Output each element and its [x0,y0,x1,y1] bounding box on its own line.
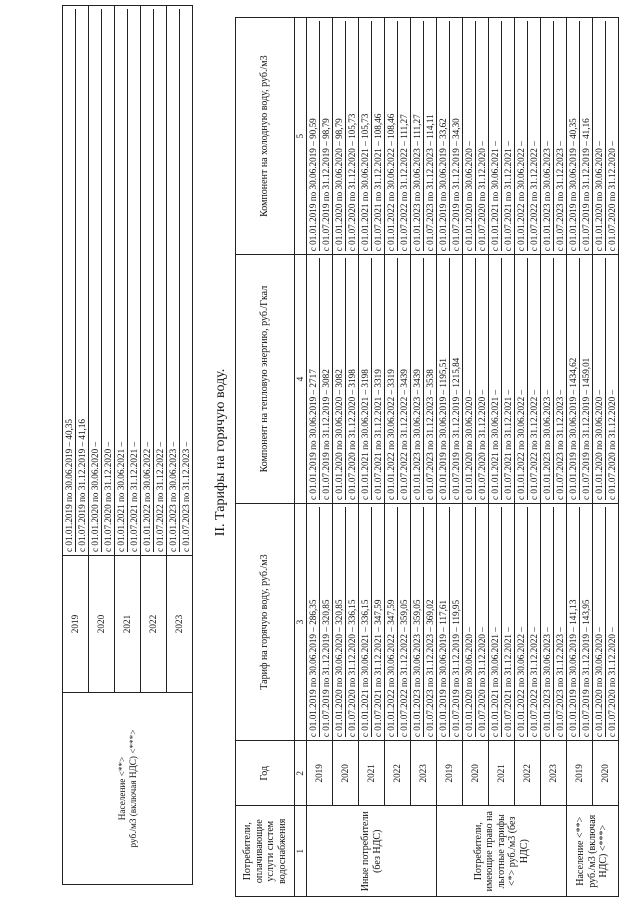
period-value-line: с 01.07.2019 по 31.12.2019 – 41,16 [75,9,88,552]
period-value-line: с 01.01.2022 по 30.06.2022 – [516,141,526,252]
period-values-cell [167,6,193,556]
year-cell: 2022 [515,741,541,806]
period-values-cell [489,18,515,255]
year-cell: 2021 [359,741,385,806]
period-values-cell [567,255,593,504]
period-value-line: с 01.01.2020 по 30.06.2020 – 98,79 [334,118,344,252]
period-values-cell [385,503,411,740]
period-value-line: с 01.01.2023 по 30.06.2023 – [542,627,552,738]
period-value-line: с 01.07.2022 по 31.12.2022 – [527,507,540,737]
period-value-line: с 01.07.2021 по 31.12.2021 – [501,258,514,500]
consumer-cell: Иные потребители (без НДС) [307,806,437,897]
table-row [437,18,463,897]
period-value-line: с 01.07.2020 по 31.12.2020 – [101,9,114,552]
period-value-line: с 01.01.2023 по 30.06.2023 – 3439 [412,369,422,500]
period-value-line: с 01.07.2019 по 31.12.2019 – 34,30 [449,21,462,251]
year-cell: 2023 [541,741,567,806]
period-value-line: с 01.07.2020 по 31.12.2020 – [475,507,488,737]
period-values-cell [385,18,411,255]
header-number-row [295,18,307,897]
column-header: Компонент на холодную воду, руб./м3 [236,18,295,255]
period-value-line: с 01.01.2019 по 30.06.2019 – 40,35 [64,418,74,552]
column-header: Потребители, оплачивающие услуги систем водоснабжения [236,806,295,897]
period-value-line: с 01.07.2020 по 31.12.2020 – 105,73 [345,21,358,251]
period-value-line: с 01.01.2022 по 30.06.2022 – 108,46 [386,113,396,252]
year-cell: 2019 [307,741,333,806]
period-value-line: с 01.01.2019 по 30.06.2019 – 2717 [308,369,318,500]
period-values-cell [333,18,359,255]
period-value-line: с 01.07.2022 по 31.12.2022 – 111,27 [397,21,410,251]
period-values-cell [359,18,385,255]
table-row [593,18,619,897]
period-value-line: с 01.07.2019 по 31.12.2019 – 41,16 [579,21,592,251]
period-value-line: с 01.07.2020 по 31.12.2020 – 3198 [345,258,358,500]
table-row [567,18,593,897]
year-cell: 2020 [333,741,359,806]
period-values-cell [489,255,515,504]
period-value-line: с 01.01.2020 по 30.06.2020 – 3082 [334,369,344,500]
period-value-line: с 01.07.2020 по 31.12.2020 – [475,21,488,251]
year-cell: 2020 [463,741,489,806]
period-values-cell [437,503,463,740]
year-cell: 2019 [567,741,593,806]
period-value-line: с 01.07.2022 по 31.12.2022 – [527,21,540,251]
hot-water-tariff-table [235,17,619,897]
column-number: 1 [295,806,307,897]
period-value-line: с 01.07.2021 по 31.12.2021 – [501,507,514,737]
period-values-cell [307,503,333,740]
period-value-line: с 01.07.2021 по 31.12.2021 – 347,59 [371,507,384,737]
period-value-line: с 01.01.2020 по 30.06.2020 – [594,389,604,500]
period-values-cell [437,255,463,504]
year-cell: 2023 [411,741,437,806]
period-value-line: с 01.07.2019 по 31.12.2019 – 143,95 [579,507,592,737]
period-value-line: с 01.01.2020 по 30.06.2020 – 320,85 [334,599,344,738]
period-value-line: с 01.01.2020 по 30.06.2020 – [90,441,100,552]
period-values-cell [489,503,515,740]
period-value-line: с 01.01.2020 по 30.06.2020 – [594,627,604,738]
header-row [236,18,295,897]
year-cell: 2022 [141,556,167,693]
consumer-cell: Потребители, имеющие право на льготные тарифы <*> руб./м3 (без НДС) [437,806,567,897]
period-values-cell [63,6,89,556]
year-cell: 2019 [437,741,463,806]
column-number: 4 [295,255,307,504]
period-value-line: с 01.07.2021 по 31.12.2021 – 3319 [371,258,384,500]
table-row [515,18,541,897]
period-value-line: с 01.01.2020 по 30.06.2020 – [464,627,474,738]
period-value-line: с 01.01.2019 по 30.06.2019 – 286,35 [308,599,318,738]
period-values-cell [541,18,567,255]
period-value-line: с 01.01.2019 по 30.06.2019 – 33,62 [438,118,448,252]
period-value-line: с 01.07.2020 по 31.12.2020 – [605,21,618,251]
year-cell: 2020 [89,556,115,693]
period-value-line: с 01.01.2023 по 30.06.2023 – [542,389,552,500]
column-header: Компонент на тепловую энергию, руб./Гкал [236,255,295,504]
table-row [385,18,411,897]
period-values-cell [385,255,411,504]
period-value-line: с 01.07.2022 по 31.12.2022 – [527,258,540,500]
period-value-line: с 01.01.2022 по 30.06.2022 – [516,627,526,738]
period-values-cell [359,255,385,504]
consumer-cell: Население <**> руб./м3 (включая НДС) <***> [567,806,619,897]
period-value-line: с 01.01.2023 по 30.06.2023 – [168,441,178,552]
column-header: Год [236,741,295,806]
table-row [411,18,437,897]
column-number: 3 [295,503,307,740]
period-values-cell [307,255,333,504]
period-values-cell [463,255,489,504]
period-value-line: с 01.01.2023 по 30.06.2023 – [542,141,552,252]
period-value-line: с 01.07.2023 по 31.12.2023 – [553,507,566,737]
period-values-cell [567,503,593,740]
period-value-line: с 01.01.2021 по 30.06.2021 – [116,441,126,552]
table-row [359,18,385,897]
period-value-line: с 01.01.2020 по 30.06.2020 – [464,389,474,500]
period-value-line: с 01.07.2020 по 31.12.2020 – [475,258,488,500]
period-value-line: с 01.07.2020 по 31.12.2020 – [605,258,618,500]
period-value-line: с 01.07.2019 по 31.12.2019 – 98,79 [319,21,332,251]
period-value-line: с 01.07.2020 по 31.12.2020 – 336,15 [345,507,358,737]
period-values-cell [567,18,593,255]
year-cell: 2022 [385,741,411,806]
column-header: Тариф на горячую воду, руб./м3 [236,503,295,740]
period-values-cell [515,503,541,740]
period-value-line: с 01.01.2022 по 30.06.2022 – 347,59 [386,599,396,738]
period-value-line: с 01.01.2021 по 30.06.2021 – [490,627,500,738]
period-values-cell [141,6,167,556]
period-value-line: с 01.07.2021 по 31.12.2021 – [501,21,514,251]
period-values-cell [411,503,437,740]
period-values-cell [593,503,619,740]
period-value-line: с 01.07.2021 по 31.12.2021 – 108,46 [371,21,384,251]
period-values-cell [593,255,619,504]
column-number: 5 [295,18,307,255]
period-values-cell [593,18,619,255]
period-value-line: с 01.07.2023 по 31.12.2023 – 369,02 [423,507,436,737]
period-values-cell [307,18,333,255]
period-values-cell [411,255,437,504]
period-value-line: с 01.01.2019 по 30.06.2019 – 1434,62 [568,357,578,500]
period-value-line: с 01.01.2021 по 30.06.2021 – 336,15 [360,599,370,738]
period-value-line: с 01.07.2019 по 31.12.2019 – 119,95 [449,507,462,737]
period-values-cell [463,18,489,255]
year-cell: 2021 [489,741,515,806]
period-value-line: с 01.07.2019 по 31.12.2019 – 1459,01 [579,258,592,500]
period-value-line: с 01.07.2023 по 31.12.2023 – [179,9,192,552]
period-values-cell [515,18,541,255]
period-value-line: с 01.07.2023 по 31.12.2023 – [553,21,566,251]
period-values-cell [333,503,359,740]
period-value-line: с 01.01.2019 по 30.06.2019 – 40,35 [568,118,578,252]
period-values-cell [115,6,141,556]
period-values-cell [411,18,437,255]
period-value-line: с 01.07.2022 по 31.12.2022 – 3439 [397,258,410,500]
period-value-line: с 01.07.2022 по 31.12.2022 – 359,05 [397,507,410,737]
top-tariff-table [62,5,193,885]
period-values-cell [89,6,115,556]
period-value-line: с 01.07.2019 по 31.12.2019 – 1215,84 [449,258,462,500]
period-value-line: с 01.01.2019 по 30.06.2019 – 141,13 [568,599,578,738]
table-row [463,18,489,897]
period-values-cell [359,503,385,740]
period-value-line: с 01.01.2021 по 30.06.2021 – 3198 [360,369,370,500]
period-values-cell [437,18,463,255]
table-row [541,18,567,897]
period-value-line: с 01.01.2021 по 30.06.2021 – 105,73 [360,113,370,252]
period-value-line: с 01.01.2019 по 30.06.2019 – 90,59 [308,118,318,252]
period-value-line: с 01.01.2020 по 30.06.2020 – [464,141,474,252]
period-values-cell [333,255,359,504]
section-title: II. Тарифы на горячую воду. [213,368,228,537]
table-row [489,18,515,897]
year-cell: 2023 [167,556,193,693]
period-value-line: с 01.07.2023 по 31.12.2023 – 114,11 [423,21,436,251]
year-cell: 2021 [115,556,141,693]
period-value-line: с 01.01.2023 по 30.06.2023 – 359,05 [412,599,422,738]
period-value-line: с 01.07.2019 по 31.12.2019 – 320,85 [319,507,332,737]
period-value-line: с 01.01.2022 по 30.06.2022 – 3319 [386,369,396,500]
period-value-line: с 01.07.2019 по 31.12.2019 – 3082 [319,258,332,500]
consumer-cell: Население <**> руб./м3 (включая НДС) <***> [63,693,193,885]
period-value-line: с 01.01.2021 по 30.06.2021 – [490,141,500,252]
period-value-line: с 01.07.2020 по 31.12.2020 – [605,507,618,737]
period-value-line: с 01.07.2022 по 31.12.2022 – [153,9,166,552]
period-value-line: с 01.01.2023 по 30.06.2023 – 111,27 [412,114,422,252]
column-number: 2 [295,741,307,806]
period-value-line: с 01.01.2019 по 30.06.2019 – 1195,51 [438,358,448,500]
period-value-line: с 01.07.2023 по 31.12.2023 – 3538 [423,258,436,500]
period-values-cell [463,503,489,740]
period-value-line: с 01.01.2022 по 30.06.2022 – [516,389,526,500]
period-value-line: с 01.01.2021 по 30.06.2021 – [490,389,500,500]
period-value-line: с 01.01.2020 по 30.06.2020 – [594,141,604,252]
period-values-cell [515,255,541,504]
table-row [63,6,89,885]
period-value-line: с 01.07.2023 по 31.12.2023 – [553,258,566,500]
table-row [333,18,359,897]
year-cell: 2019 [63,556,89,693]
year-cell: 2020 [593,741,619,806]
period-values-cell [541,255,567,504]
period-values-cell [541,503,567,740]
period-value-line: с 01.07.2021 по 31.12.2021 – [127,9,140,552]
period-value-line: с 01.01.2022 по 30.06.2022 – [142,441,152,552]
period-value-line: с 01.01.2019 по 30.06.2019 – 117,61 [438,599,448,738]
table-row [307,18,333,897]
